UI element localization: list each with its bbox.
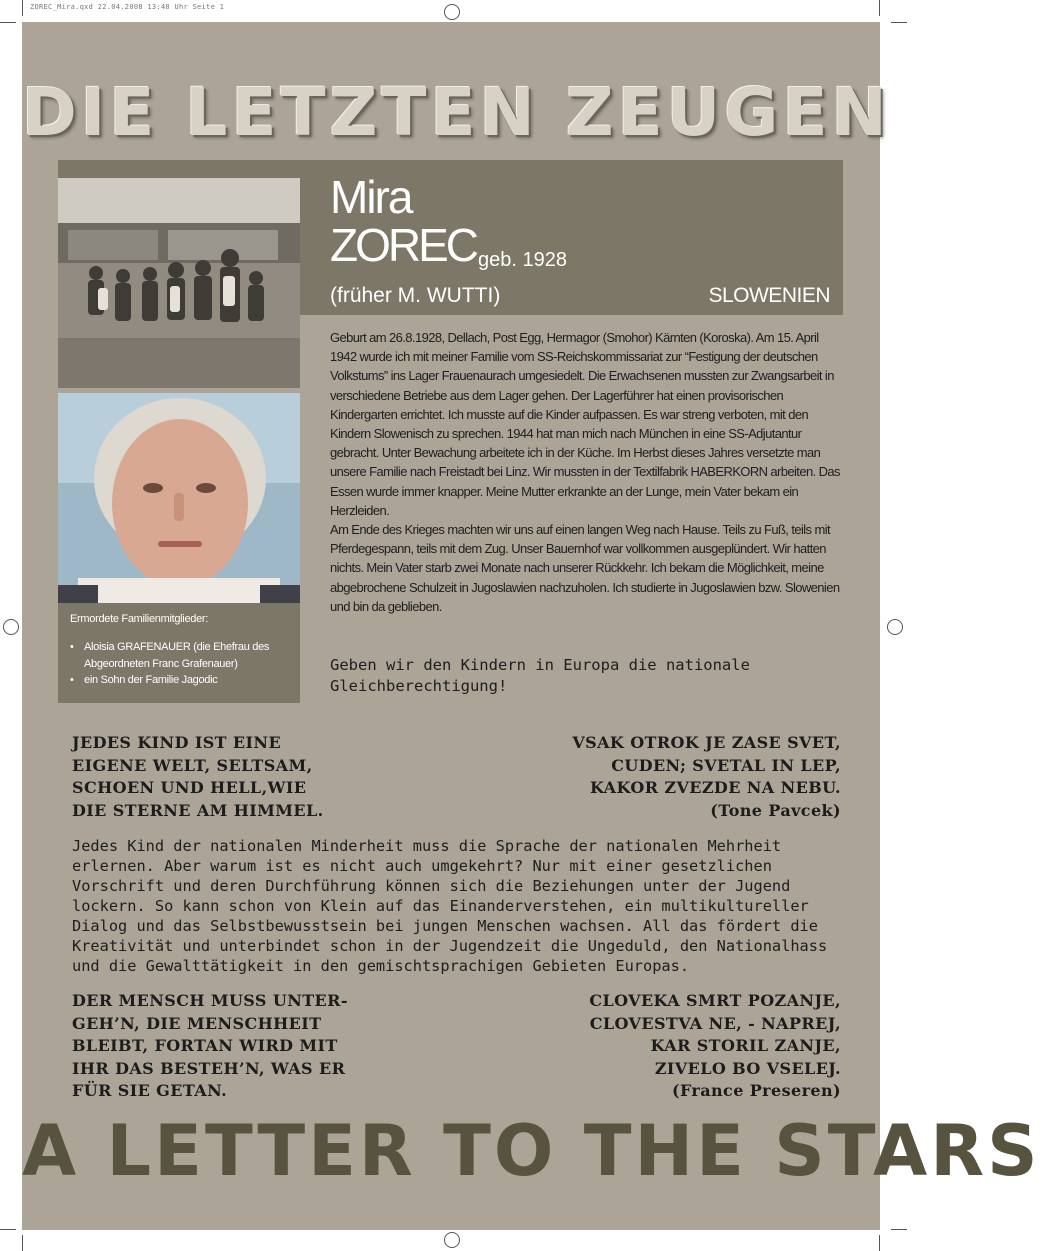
first-name: Mira — [330, 171, 412, 223]
poem-slovene-1 — [572, 732, 841, 822]
poem-line: DER MENSCH MUSS UNTER- — [72, 991, 348, 1010]
portrait-photo — [58, 393, 300, 603]
crop-mark — [891, 1229, 907, 1230]
body-paragraph: Jedes Kind der nationalen Minderheit muss die Sprache der nationalen Mehrheit erlernen. Aber warum ist es nicht auch umgekehrt? Nur mit einer gesetzlichen Vorschrift und deren Durchführung können sich die Beziehungen unter der Jugend lockern. So kann schon von Klein auf das Einanderverstehen, ein multikultureller Dialog und das Selbstbewusstsein bei jungen Menschen wachsen. All das fördert die Kreativität und unterbindet schon in der Jugendzeit die Ungeduld, den Nationalhass und die Gewalttätigkeit in den gemischtsprachigen Gebieten Europas. — [72, 837, 828, 975]
minority-language-text — [72, 836, 862, 976]
crop-mark — [0, 1229, 16, 1230]
registration-mark-right — [887, 619, 903, 635]
poem-line: EIGENE WELT, SELTSAM, — [72, 755, 313, 775]
registration-mark-bottom — [444, 1232, 460, 1248]
poem-line: CLOVEKA SMRT POZANJE, — [589, 991, 841, 1010]
main-title: DIE LETZTEN ZEUGEN — [22, 74, 891, 151]
biography-text — [330, 328, 845, 616]
poem-line: ZIVELO BO VSELEJ. — [654, 1058, 841, 1078]
print-slug: ZOREC_Mira.qxd 22.04.2008 13:40 Uhr Seite 1 — [30, 3, 225, 11]
poem-line: DIE STERNE AM HIMMEL. — [72, 800, 324, 820]
poem-line: CUDEN; SVETAL IN LEP, — [611, 755, 841, 775]
victims-title: Ermordete Familienmitglieder: — [70, 613, 209, 625]
poem-author: (France Preseren) — [671, 1081, 841, 1100]
registration-mark-top — [444, 4, 460, 20]
bio-paragraph: Geburt am 26.8.1928, Dellach, Post Egg, Hermagor (Smohor) Kärnten (Koroska). Am 15. April 1942 wurde ich mit meiner Familie vom SS-Reichskommissariat zur “Festigung der deutschen Volkstums” ins Lager Frauenaurach umgesiedelt. Die Erwachsenen mussten zur Zwangsarbeit in verschiedene Betriebe aus dem Lager gehen. Der Lagerführer hat einen provisorischen Kindergarten errichtet. Ich musste auf die Kinder aufpassen. Es war streng verboten, mit den Kindern Slowenisch zu sprechen. 1944 hat man mich nach München in eine SS-Adjutantur gebracht. Unter Bewachung arbeitete ich in der Küche. Im Herbst dieses Jahres versetzte man unsere Familie nach Freistadt bei Linz. Wir mussten in der Textilfabrik HABERKORN arbeiten. Das Essen wurde immer knapper. Meine Mutter erkrankte an der Lunge, mein Vater bekam ein Herzleiden. — [330, 330, 840, 518]
poem-line: FÜR SIE GETAN. — [72, 1081, 228, 1100]
crop-mark — [22, 0, 23, 16]
poem-line: KAR STORIL ZANJE, — [650, 1036, 841, 1055]
crop-mark — [891, 22, 907, 23]
historical-group-photo — [58, 178, 300, 388]
list-item: • ein Sohn der Familie Jagodic — [70, 672, 295, 689]
poem-line: KAKOR ZVEZDE NA NEBU. — [590, 778, 841, 797]
birth-year: geb. 1928 — [478, 249, 567, 271]
name-box — [300, 160, 843, 315]
former-name: (früher M. WUTTI) — [330, 284, 501, 307]
poem-author: (Tone Pavcek) — [710, 800, 841, 820]
murdered-family-members-box — [58, 603, 300, 703]
poem-line: GEH’N, DIE MENSCHHEIT — [72, 1013, 322, 1033]
poem-line: SCHOEN UND HELL,WIE — [72, 778, 307, 797]
crop-mark — [879, 1235, 880, 1251]
poem-line: BLEIBT, FORTAN WIRD MIT — [72, 1036, 338, 1055]
registration-mark-left — [3, 619, 19, 635]
last-name: ZOREC — [330, 219, 476, 271]
bio-paragraph: Am Ende des Krieges machten wir uns auf einen langen Weg nach Hause. Teils zu Fuß, teils mit Pferdegespann, teils mit dem Zug. Unser Bauernhof war vollkommen ausgeplündert. Wir hatten nichts. Mein Vater starb zwei Monate nach unserer Rückkehr. Ich bekam die Möglichkeit, meine abgebrochene Schulzeit in Jugoslawien nachzuholen. Ich studierte in Jugoslawien bzw. Slowenien und bin da geblieben. — [330, 522, 840, 614]
poem-line: CLOVESTVA NE, - NAPREJ, — [589, 1013, 841, 1033]
country: SLOWENIEN — [708, 284, 830, 307]
poem-line: VSAK OTROK JE ZASE SVET, — [572, 733, 841, 752]
poem-german-1 — [72, 732, 324, 822]
crop-mark — [22, 1235, 23, 1251]
victims-list — [70, 639, 295, 689]
crop-mark — [0, 22, 16, 23]
poem-german-2 — [72, 990, 348, 1103]
list-item: • Aloisia GRAFENAUER (die Ehefrau des Abgeordneten Franc Grafenauer) — [70, 639, 295, 672]
demand-statement: Geben wir den Kindern in Europa die nationale Gleichberechtigung! — [330, 656, 750, 695]
poem-slovene-2 — [589, 990, 841, 1103]
poem-line: IHR DAS BESTEH’N, WAS ER — [72, 1058, 346, 1078]
bottom-title: A LETTER TO THE STARS — [22, 1110, 1041, 1192]
poem-line: JEDES KIND IST EINE — [72, 733, 282, 752]
crop-mark — [879, 0, 880, 16]
